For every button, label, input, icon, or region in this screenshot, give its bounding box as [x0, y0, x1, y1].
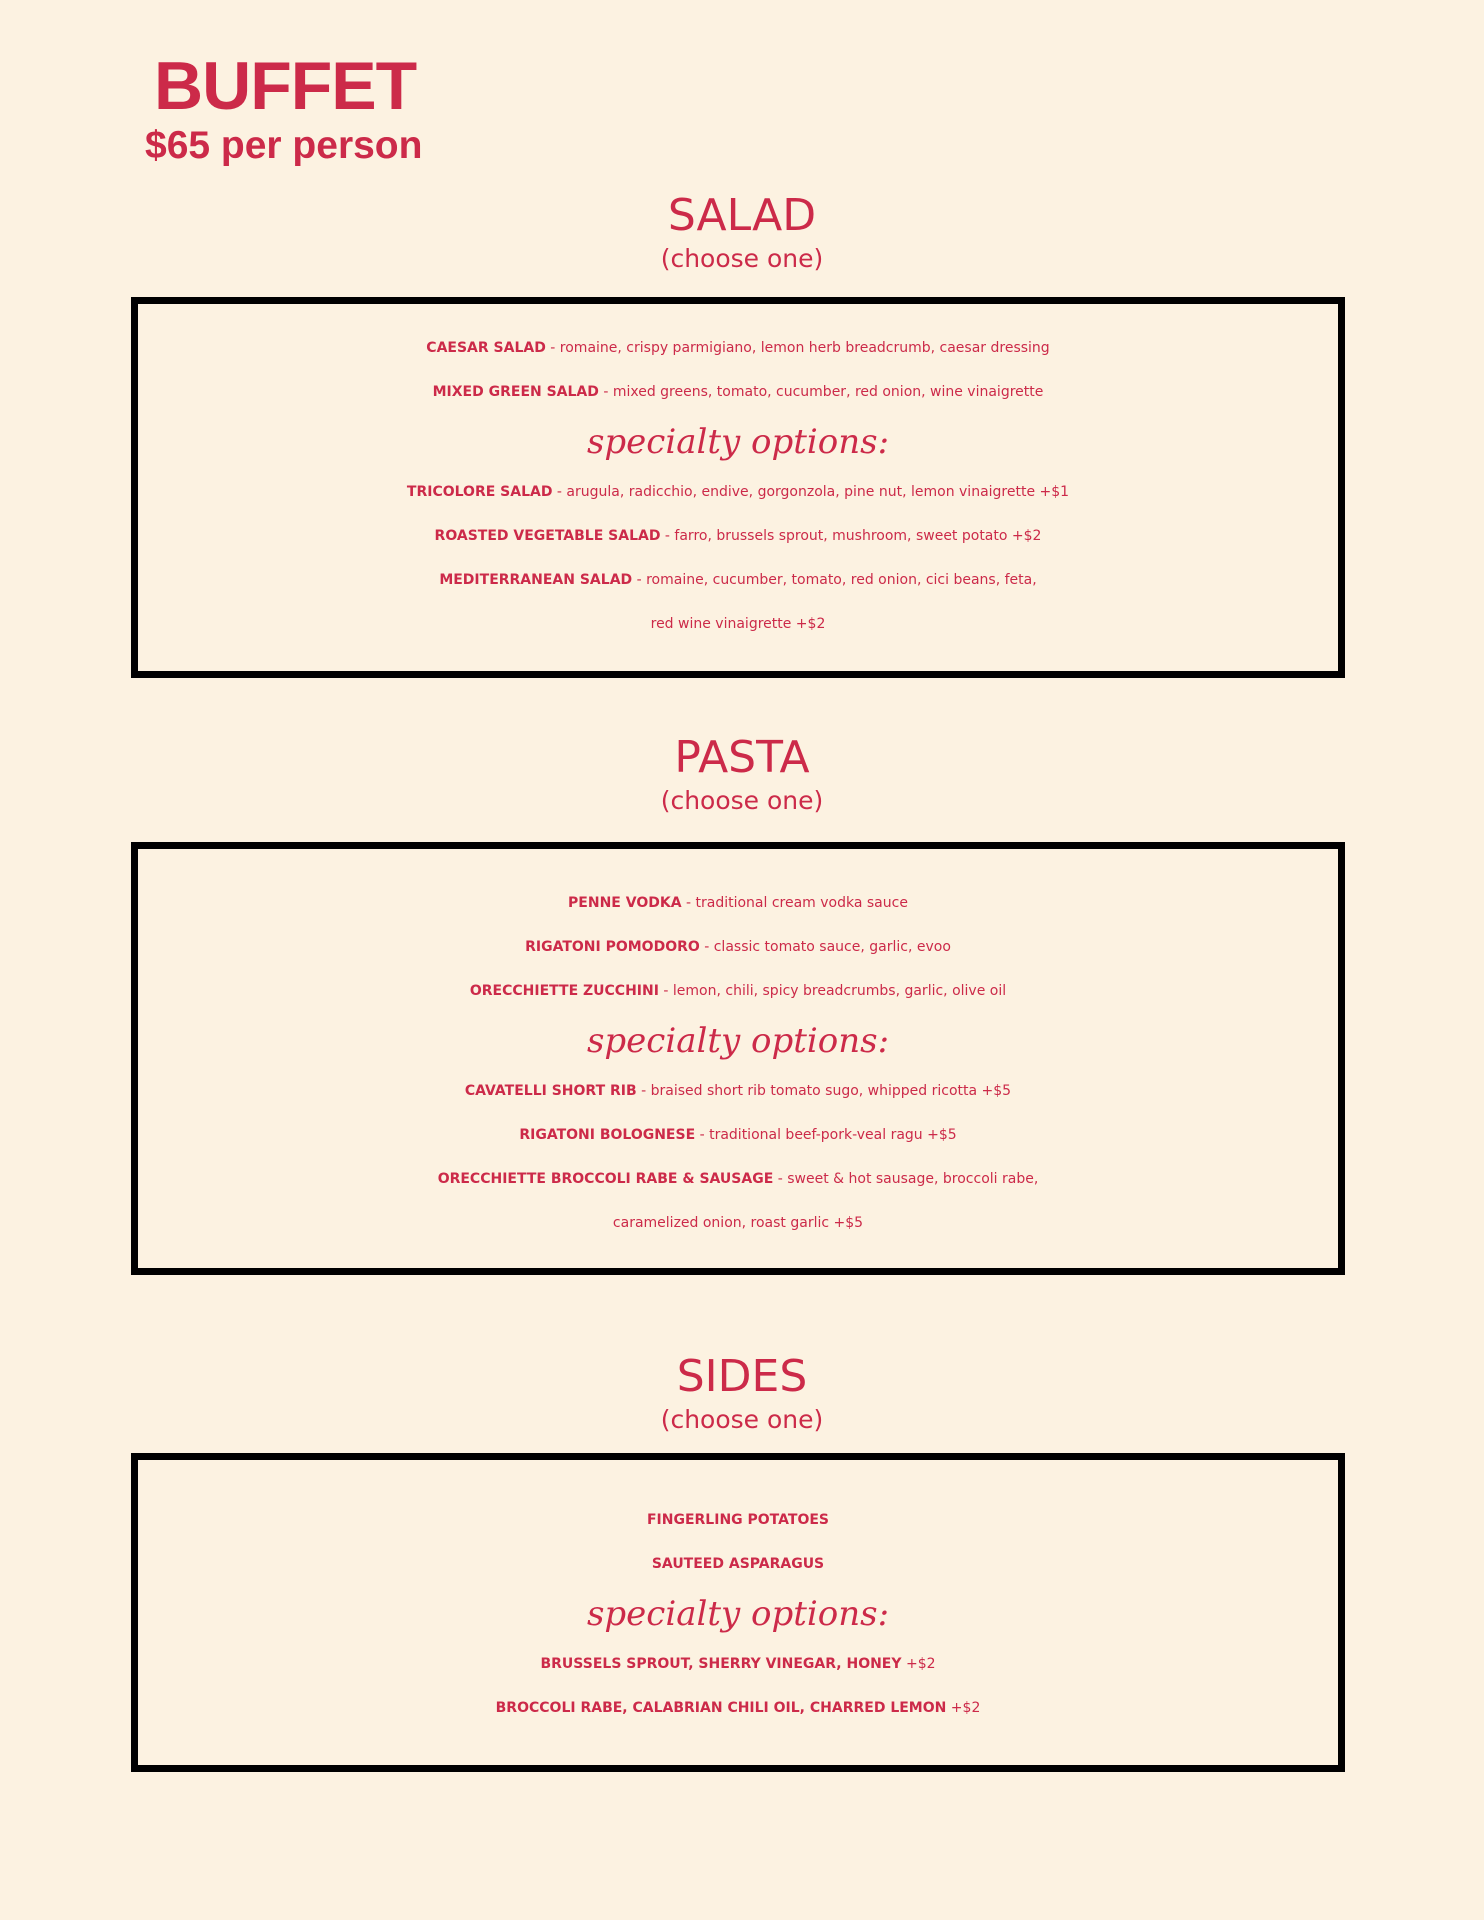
- menu-item: [138, 1498, 1338, 1542]
- menu-item: [138, 1157, 1338, 1201]
- specialty-label: specialty options:: [586, 1594, 890, 1634]
- menu-item-continuation: [138, 1201, 1338, 1245]
- section-title: PASTA: [674, 732, 810, 783]
- menu-item: [138, 1686, 1338, 1730]
- salad-section-header: [0, 190, 1484, 276]
- menu-item: [138, 1642, 1338, 1686]
- item-name: BROCCOLI RABE, CALABRIAN CHILI OIL, CHARRED LEMON: [495, 1700, 947, 1716]
- menu-item: [138, 1069, 1338, 1113]
- menu-item: [138, 925, 1338, 969]
- item-name: MIXED GREEN SALAD: [432, 384, 599, 400]
- menu-item: [138, 969, 1338, 1013]
- menu-item: [138, 326, 1338, 370]
- section-title: SALAD: [667, 190, 817, 241]
- item-desc: - arugula, radicchio, endive, gorgonzola, pine nut, lemon vinaigrette +$1: [552, 484, 1070, 500]
- item-name: BRUSSELS SPROUT, SHERRY VINEGAR, HONEY: [540, 1656, 902, 1672]
- item-name: RIGATONI POMODORO: [525, 939, 700, 955]
- item-desc: - romaine, crispy parmigiano, lemon herb breadcrumb, caesar dressing: [545, 340, 1050, 356]
- item-name: FINGERLING POTATOES: [646, 1512, 829, 1528]
- item-name: CAESAR SALAD: [426, 340, 546, 356]
- sides-section-header: [0, 1351, 1484, 1437]
- menu-price: $65 per person: [145, 124, 423, 167]
- item-desc: - traditional cream vodka sauce: [681, 895, 908, 911]
- item-desc: caramelized onion, roast garlic +$5: [612, 1215, 864, 1231]
- section-subtitle: (choose one): [660, 1405, 824, 1434]
- item-desc: - lemon, chili, spicy breadcrumbs, garlic, olive oil: [658, 983, 1007, 999]
- item-desc: - farro, brussels sprout, mushroom, sweet potato +$2: [660, 528, 1042, 544]
- pasta-box: [131, 842, 1345, 1275]
- item-name: PENNE VODKA: [568, 895, 682, 911]
- item-desc: red wine vinaigrette +$2: [650, 616, 826, 632]
- menu-item: [138, 370, 1338, 414]
- item-name: CAVATELLI SHORT RIB: [464, 1083, 637, 1099]
- section-title: SIDES: [676, 1351, 808, 1402]
- item-name: SAUTEED ASPARAGUS: [651, 1556, 825, 1572]
- menu-item: [138, 514, 1338, 558]
- section-subtitle: (choose one): [660, 244, 824, 273]
- menu-item: [138, 558, 1338, 602]
- menu-item: [138, 881, 1338, 925]
- item-name: ORECCHIETTE ZUCCHINI: [469, 983, 659, 999]
- menu-title: BUFFET: [154, 48, 417, 124]
- item-desc: - braised short rib tomato sugo, whipped ricotta +$5: [636, 1083, 1012, 1099]
- specialty-label: specialty options:: [586, 1021, 890, 1061]
- specialty-label: specialty options:: [586, 422, 890, 462]
- menu-item: [138, 470, 1338, 514]
- item-desc: - sweet & hot sausage, broccoli rabe,: [773, 1171, 1039, 1187]
- menu-item: [138, 1542, 1338, 1586]
- item-desc: - mixed greens, tomato, cucumber, red onion, wine vinaigrette: [598, 384, 1044, 400]
- item-name: ORECCHIETTE BROCCOLI RABE & SAUSAGE: [437, 1171, 774, 1187]
- menu-header: [145, 48, 422, 168]
- menu-item-continuation: [138, 602, 1338, 646]
- item-desc: +$2: [901, 1656, 936, 1672]
- item-desc: - traditional beef-pork-veal ragu +$5: [695, 1127, 957, 1143]
- sides-box: [131, 1453, 1345, 1772]
- item-name: TRICOLORE SALAD: [406, 484, 553, 500]
- salad-box: [131, 297, 1345, 678]
- item-desc: +$2: [946, 1700, 981, 1716]
- pasta-section-header: [0, 732, 1484, 818]
- item-name: MEDITERRANEAN SALAD: [439, 572, 633, 588]
- item-name: ROASTED VEGETABLE SALAD: [434, 528, 661, 544]
- item-desc: - romaine, cucumber, tomato, red onion, cici beans, feta,: [632, 572, 1037, 588]
- item-name: RIGATONI BOLOGNESE: [519, 1127, 696, 1143]
- menu-item: [138, 1113, 1338, 1157]
- section-subtitle: (choose one): [660, 786, 824, 815]
- item-desc: - classic tomato sauce, garlic, evoo: [699, 939, 951, 955]
